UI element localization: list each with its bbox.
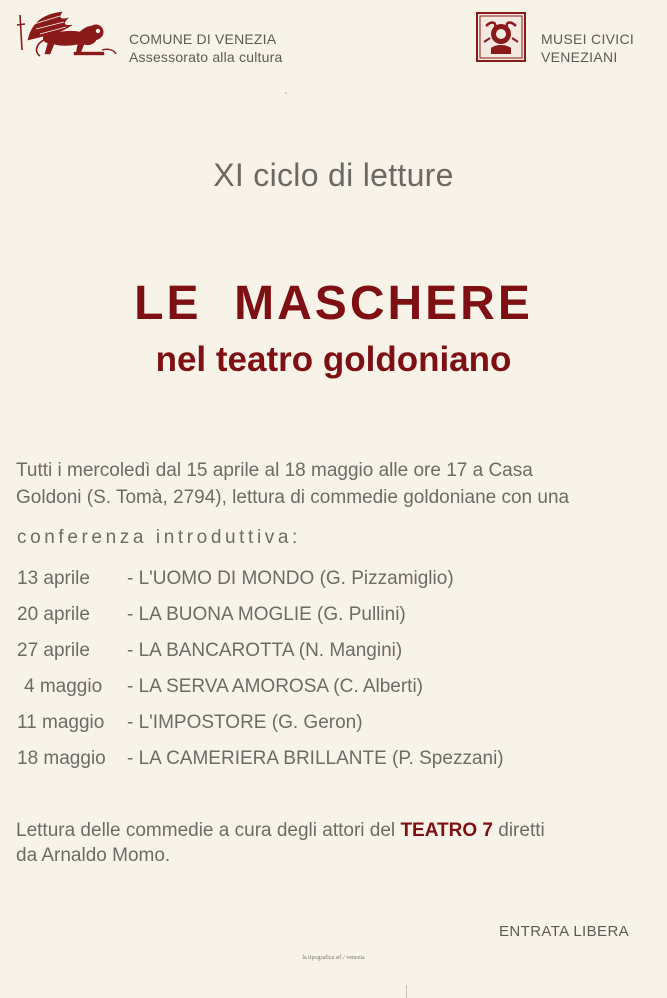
program-entry: - LA CAMERIERA BRILLANTE (P. Spezzani)	[127, 748, 504, 769]
paper-crease	[406, 985, 407, 998]
main-title: LE MASCHERE	[134, 277, 533, 330]
program-list	[17, 566, 504, 782]
comune-name: COMUNE DI VENEZIA	[129, 31, 277, 47]
closing-line-2: da Arnaldo Momo.	[16, 845, 171, 866]
series-title: XI ciclo di letture	[213, 157, 454, 193]
program-row	[17, 566, 504, 602]
comune-heading	[129, 30, 282, 66]
program-row	[17, 602, 504, 638]
intro-line-1: Tutti i mercoledì dal 15 aprile al 18 maggio alle ore 17 a Casa	[16, 460, 533, 481]
closing-line-1	[16, 818, 545, 843]
program-row	[17, 746, 504, 782]
musei-name-line2: VENEZIANI	[541, 49, 618, 65]
program-entry: - LA SERVA AMOROSA (C. Alberti)	[127, 676, 424, 697]
closing-paragraph	[16, 818, 545, 868]
program-date: 13 aprile	[17, 568, 90, 589]
program-row	[17, 674, 504, 710]
lion-seal-icon	[476, 12, 526, 62]
program-date: 4 maggio	[24, 676, 103, 697]
closing-suffix: diretti	[492, 820, 545, 841]
intro-paragraph	[16, 457, 569, 511]
program-row	[17, 638, 504, 674]
printer-credit: la tipografica srl / venezia	[302, 955, 365, 961]
subtitle: nel teatro goldoniano	[155, 340, 512, 379]
program-entry: - L'UOMO DI MONDO (G. Pizzamiglio)	[127, 568, 454, 589]
program-date: 18 maggio	[17, 748, 106, 769]
musei-heading	[541, 30, 634, 66]
program-entry: - L'IMPOSTORE (G. Geron)	[127, 712, 363, 733]
theatre-name: TEATRO 7	[400, 820, 493, 841]
program-row	[17, 710, 504, 746]
musei-name-line1: MUSEI CIVICI	[541, 31, 635, 47]
closing-prefix: Lettura delle commedie a cura degli attori del	[16, 820, 401, 841]
intro-line-2: Goldoni (S. Tomà, 2794), lettura di commedie goldoniane con una	[16, 487, 570, 508]
comune-office: Assessorato alla cultura	[129, 49, 283, 65]
program-entry: - LA BANCAROTTA (N. Mangini)	[127, 640, 403, 661]
program-date: 27 aprile	[17, 640, 90, 661]
program-entry: - LA BUONA MOGLIE (G. Pullini)	[127, 604, 406, 625]
program-date: 20 aprile	[17, 604, 90, 625]
conference-note: conferenza introduttiva:	[17, 527, 301, 548]
paper-speck	[285, 92, 287, 94]
program-date: 11 maggio	[17, 712, 105, 733]
admission-note: ENTRATA LIBERA	[499, 923, 630, 940]
winged-lion-icon	[14, 10, 118, 62]
